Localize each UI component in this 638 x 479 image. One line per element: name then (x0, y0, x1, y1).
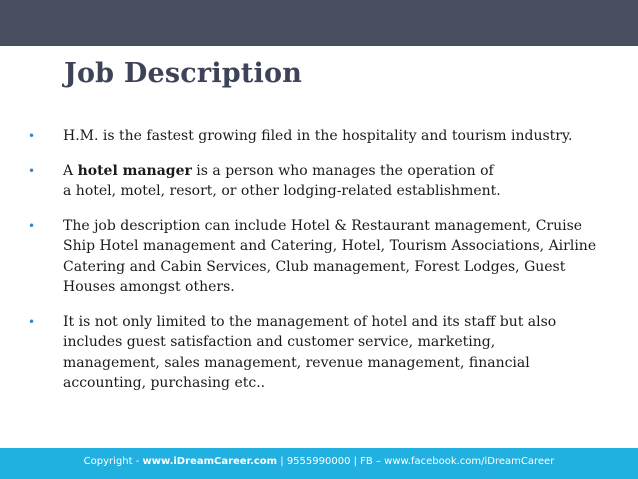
bullet-list (26, 126, 616, 408)
bullet-4-line-4: accounting, purchasing etc.. (63, 375, 266, 391)
footer-site-link[interactable]: www.iDreamCareer.com (142, 456, 278, 467)
bullet-3-line-2: Ship Hotel management and Catering, Hotel, Tourism Associations, Airline (63, 238, 597, 254)
bullet-marker: • (28, 218, 36, 233)
bullet-2-line-1 (63, 161, 616, 182)
bullet-marker: • (28, 314, 36, 329)
bullet-item-1 (26, 126, 616, 147)
footer-contact: | 9555990000 | FB – www.facebook.com/iDreamCareer (277, 456, 555, 467)
bullet-3-line-1: The job description can include Hotel & Restaurant management, Cruise (63, 217, 583, 234)
bullet-2-suffix: is a person who manages the operation of (191, 162, 494, 179)
bullet-4-line-1: It is not only limited to the management of hotel and its staff but also (63, 313, 557, 330)
header-bar (0, 0, 638, 46)
footer-bar (0, 448, 638, 479)
footer-copyright (0, 456, 638, 467)
bullet-4-line-2: includes guest satisfaction and customer service, marketing, (63, 334, 496, 350)
bullet-marker: • (28, 129, 36, 143)
hotel-manager-term: hotel manager (77, 162, 192, 179)
bullet-item-4 (26, 312, 616, 394)
bullet-4-line-3: management, sales management, revenue management, financial (63, 354, 530, 371)
bullet-marker: • (28, 163, 36, 178)
bullet-1-line-1: H.M. is the fastest growing filed in the hospitality and tourism industry. (63, 128, 573, 144)
bullet-item-3 (26, 216, 616, 298)
bullet-3-line-4: Houses amongst others. (63, 279, 235, 295)
footer-prefix: Copyright - (83, 456, 143, 467)
slide-title: Job Description (64, 58, 303, 89)
bullet-item-2 (26, 161, 616, 202)
bullet-2-prefix: A (63, 162, 78, 179)
bullet-3-line-3: Catering and Cabin Services, Club management, Forest Lodges, Guest (63, 258, 566, 275)
bullet-2-line-2: a hotel, motel, resort, or other lodging-related establishment. (63, 183, 501, 199)
